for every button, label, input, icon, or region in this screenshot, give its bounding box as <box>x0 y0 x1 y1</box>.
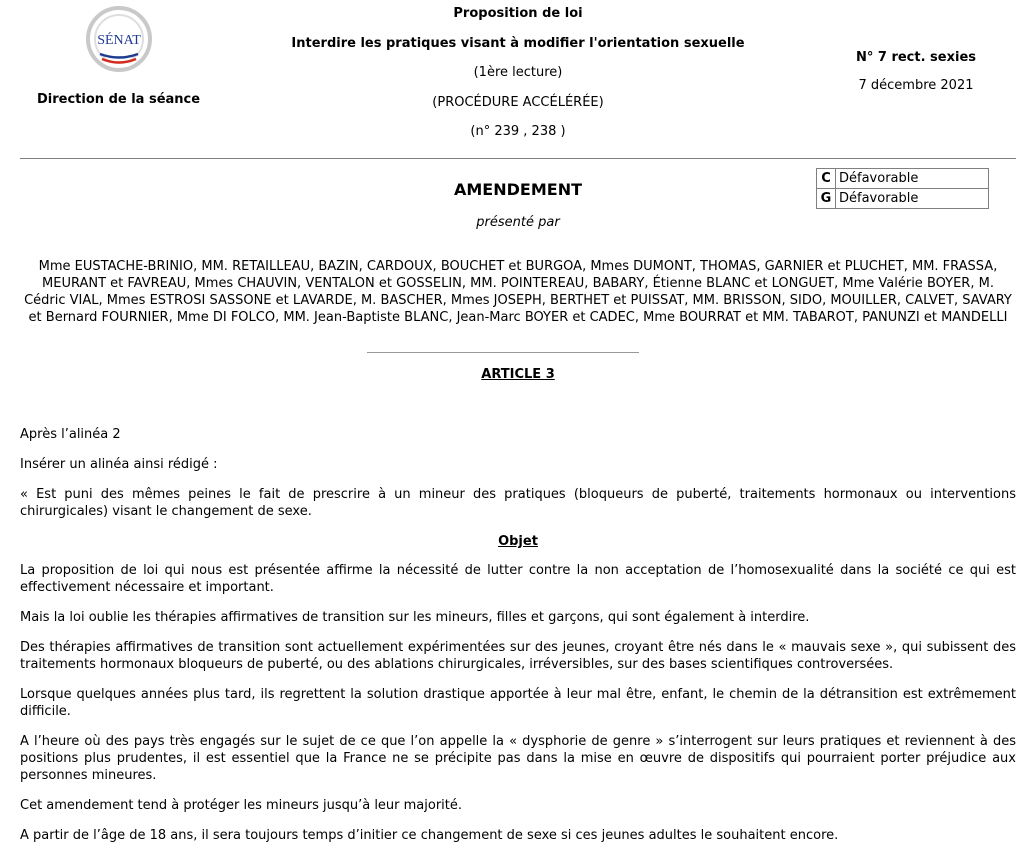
opinion-value: Défavorable <box>836 189 989 209</box>
inserted-text: « Est puni des mêmes peines le fait de prescrire à un mineur des pratiques (bloqueurs de puberté, traitements hormonaux ou interventions chirurgicales) visant le changement de sexe. <box>20 487 1016 519</box>
amendment-title: AMENDEMENT <box>454 180 582 199</box>
objet-paragraph: A partir de l’âge de 18 ans, il sera toujours temps d’initier ce changement de sexe si ces jeunes adultes le souhaitent encore. <box>20 828 839 843</box>
senat-logo <box>84 4 154 76</box>
objet-paragraph: Mais la loi oublie les thérapies affirmatives de transition sur les mineurs, filles et garçons, qui sont également à interdire. <box>20 610 810 625</box>
opinion-row-commission <box>817 169 989 189</box>
article-heading: ARTICLE 3 <box>481 367 555 382</box>
authors-divider <box>367 352 639 353</box>
bill-type: Proposition de loi <box>453 6 583 21</box>
insert-instruction: Insérer un alinéa ainsi rédigé : <box>20 457 218 472</box>
document-header <box>268 5 768 153</box>
opinion-code: C <box>817 169 836 189</box>
objet-paragraph: La proposition de loi qui nous est présentée affirme la nécessité de lutter contre la non acceptation de l’homosexualité dans la société ce qui est effectivement nécessaire et important. <box>20 563 1016 595</box>
presented-by: présenté par <box>476 215 560 230</box>
header-divider <box>20 158 1016 159</box>
bill-numbers: (n° 239 , 238 ) <box>470 124 566 139</box>
objet-paragraph: Lorsque quelques années plus tard, ils regrettent la solution drastique apportée à leur mal être, enfant, le chemin de la détransition est extrêmement difficile. <box>20 687 1016 719</box>
direction-label: Direction de la séance <box>37 92 201 107</box>
bill-title: Interdire les pratiques visant à modifier l'orientation sexuelle <box>291 35 745 51</box>
procedure-label: (PROCÉDURE ACCÉLÉRÉE) <box>432 94 604 110</box>
logo-text: SÉNAT <box>97 33 141 48</box>
amendment-body <box>20 426 1016 857</box>
opinion-value: Défavorable <box>836 169 989 189</box>
amendment-reference <box>816 49 1016 94</box>
objet-heading: Objet <box>498 534 538 549</box>
authors-list: Mme EUSTACHE-BRINIO, MM. RETAILLEAU, BAZIN, CARDOUX, BOUCHET et BURGOA, Mmes DUMONT, THOMAS, GARNIER et PLUCHET, MM. FRASSA, MEURANT et FAVREAU, Mmes CHAUVIN, VENTALON et GOSSELIN, MM. POINTEREAU, BABARY, Étienne BLANC et LONGUET, Mme Valérie BOYER, M. Cédric VIAL, Mmes ESTROSI SASSONE et LAVARDE, M. BASCHER, Mmes JOSEPH, BERTHET et PUISSAT, MM. BRISSON, SIDO, MOUILLER, CALVET, SAVARY et Bernard FOURNIER, Mme DI FOLCO, MM. Jean-Baptiste BLANC, Jean-Marc BOYER et CADEC, Mme BOURRAT et MM. TABAROT, PANUNZI et MANDELLI <box>24 259 1012 325</box>
amendment-number: N° 7 rect. sexies <box>855 50 977 65</box>
reading-stage: (1ère lecture) <box>473 65 563 80</box>
objet-paragraph: Cet amendement tend à protéger les mineurs jusqu’à leur majorité. <box>20 798 463 813</box>
amendment-date: 7 décembre 2021 <box>858 78 974 93</box>
opinion-row-government <box>817 189 989 209</box>
objet-paragraph: Des thérapies affirmatives de transition sont actuellement expérimentées sur des jeunes, croyant être nés dans le « mauvais sexe », qui subissent des traitements hormonaux bloqueurs de puberté, ou des ablations chirurgicales, irréversibles, sur des bases scientifiques controversées. <box>20 640 1016 672</box>
insert-location: Après l’alinéa 2 <box>20 427 121 442</box>
objet-paragraph: A l’heure où des pays très engagés sur le sujet de ce que l’on appelle la « dysphorie de genre » s’interrogent sur leurs pratiques et reviennent à des positions plus prudentes, il est essentiel que la France ne se précipite pas dans la mise en œuvre de dispositifs qui pourraient porter préjudice aux personnes mineures. <box>20 734 1016 783</box>
opinions-table <box>816 168 989 209</box>
opinion-code: G <box>817 189 836 209</box>
